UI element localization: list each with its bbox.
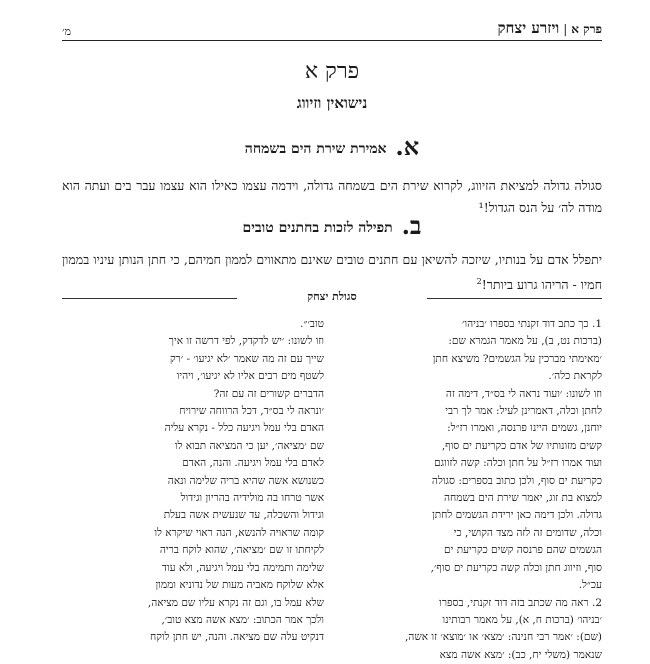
footnote-mark: 2 bbox=[476, 277, 482, 286]
commentary-line: לאדם בלי עמל ויגיעה. והנה, האדם bbox=[182, 457, 324, 470]
commentary-line: אשר טרחו בה מולידיה בהריון וגידול bbox=[180, 492, 324, 505]
commentary-line: ועוד אמרו רז״ל על חתן וכלה: קשה לזווגם bbox=[434, 457, 602, 470]
section-1-text: סגולה גדולה למציאת הזיווג, לקרוא שירת הים בשמחה גדולה, וידמה עצמו כאילו הוא עצמו עבר בים ועתה הוא מודה לה׳ על הנס הגדול!¹ bbox=[62, 178, 602, 215]
commentary-line: הדברים קשורים זה עם זה? bbox=[213, 387, 324, 400]
commentary-line: וזו לשונו: ׳יש לדקדק, לפי דרשה זו איך bbox=[168, 335, 324, 348]
running-head-chapter: פרק א bbox=[571, 22, 602, 36]
divider-line-left bbox=[62, 298, 237, 299]
section-1-heading bbox=[62, 132, 602, 162]
book-page bbox=[62, 0, 602, 661]
commentary-line: וגידול והשכלה, עד שנעשית אשה בעלת bbox=[163, 509, 324, 522]
commentary-line: עכ״ל. bbox=[578, 579, 602, 592]
commentary-line: כקריעת ים סוף, ולכן כתוב בספרים: סגולה bbox=[431, 474, 602, 487]
chapter-subtitle: נישואין וזיווג bbox=[296, 94, 368, 112]
section-1-title: אמירת שירת הים בשמחה bbox=[244, 141, 387, 157]
running-head-title bbox=[497, 19, 602, 38]
running-head bbox=[62, 16, 602, 41]
section-2-title: תפילה לזכות בחתנים טובים bbox=[242, 220, 393, 236]
commentary-line: שייך עם זה מה שאמר ׳לא יגיעו׳ - ׳רק bbox=[169, 352, 324, 365]
section-1-letter: א. bbox=[395, 132, 420, 161]
page-number: מ׳ bbox=[62, 25, 72, 38]
commentary-line: קשים מזונותיו של אדם כקריעת ים סוף, bbox=[441, 439, 602, 452]
commentary-line: האדם בלי עמל ויגיעה כלל - נקרא עליה bbox=[164, 422, 324, 435]
commentary-line: לקראת כלה׳. bbox=[548, 370, 602, 383]
running-head-separator: | bbox=[563, 22, 568, 36]
section-2-letter: ב. bbox=[401, 211, 422, 240]
commentary-line: וזו לשונו: ׳ועוד נראה לי בס״ד, דימה זה bbox=[445, 387, 602, 400]
commentary-label: סגולת יצחק bbox=[307, 290, 357, 303]
commentary-line: וכלה, שדומים זה לזה מצד הקושי, כי bbox=[453, 526, 602, 539]
commentary-line: שלימה ותמימה בלי עמל ויגיעה, ולא עוד bbox=[161, 561, 324, 574]
commentary-line: גדולה. ולכן דימה כאן ירידת הגשמים לחתן bbox=[432, 509, 602, 522]
commentary-line: ׳ונראה לי בס״ד, דכל הרווחה שירויח bbox=[179, 405, 324, 418]
commentary-line: קומה שראויה להנשא, הנה ראוי שיקרא לו bbox=[154, 526, 324, 539]
commentary-line: אלא שלוקח מאביה מעות של נדוניא וממון bbox=[155, 579, 324, 592]
commentary-line: ולכך אמר הכתוב: ׳מצא אשה מצא טוב׳, bbox=[161, 613, 324, 626]
commentary-line: ׳מאימתי מברכין על הגשמים? משיצא חתן bbox=[432, 352, 602, 365]
commentary-line: שלא עמל בו, וגם זה נקרא עליו שם מציאה, bbox=[147, 596, 324, 609]
commentary-divider bbox=[62, 290, 602, 306]
commentary-line: לשטף מים רבים אליו לא יגיעו׳, ויהיו bbox=[176, 370, 324, 383]
commentary-line: טוב׳״. bbox=[300, 318, 324, 330]
commentary-line: 2. ראה מה שכתב בזה דוד זקנתי, בספרו bbox=[439, 596, 602, 609]
commentary-line: כשנושא אשה שהיא בריה שלימה ונאה bbox=[167, 474, 324, 487]
commentary-line: 1. כך כתב דוד זקנתי בספרו ׳בניהו׳ bbox=[461, 318, 602, 330]
section-2-heading bbox=[62, 211, 602, 241]
chapter-heading: פרק א bbox=[304, 59, 360, 84]
commentary-line: לחתן וכלה, דאמרינן לעיל: אמר לך רבי bbox=[445, 405, 602, 418]
commentary-line: הגשמים שהם פרנסה קשים כקריעת ים bbox=[444, 544, 602, 557]
commentary-line: (שם): ׳אמר רבי חנינה: ׳מצא׳ או ׳מוצא׳ זו אשה, bbox=[404, 631, 602, 644]
commentary-line: למצוא בת זוג, יאמר שירת הים בשמחה bbox=[443, 492, 602, 505]
commentary-line: שם ׳מציאה׳, יען כי המציאה תבוא לו bbox=[174, 439, 324, 452]
commentary-line: שנאמר (משלי יח, כב): ׳מצא אשה מצא bbox=[439, 648, 602, 661]
commentary-line: יוחנן, גשמים היינו פרנסה, ואמרו רז״ל: bbox=[447, 422, 602, 435]
commentary-right-column bbox=[340, 316, 602, 664]
commentary-line: ׳בניהו׳ (ברכות ח, א), על מאמר רבותינו bbox=[442, 613, 602, 626]
commentary-line: סוף, וזיווג חתן וכלה קשה כקריעת ים סוף׳, bbox=[430, 561, 602, 574]
commentary-left-column bbox=[62, 316, 324, 647]
section-2-body: יתפלל אדם על בנותיו, שיזכה להשיאן עם חתנים טובים שאינם מתאווים לממון חמיהם, כי חתן הנותן עיניו בממון חמיו - הריהו גרוע ביותר! bbox=[62, 252, 602, 293]
commentary-line: לקיחתו זו שם ׳מציאה׳, שהוא לוקח בריה bbox=[159, 544, 324, 557]
commentary-line: (ברכות נט, ב), על מאמר הגמרא שם: bbox=[448, 335, 602, 348]
running-head-book-name: ויזרע יצחק bbox=[497, 19, 560, 37]
commentary-line: דנקיט עלה שם מציאה. והנה, יש חתן לוקח bbox=[149, 631, 324, 644]
